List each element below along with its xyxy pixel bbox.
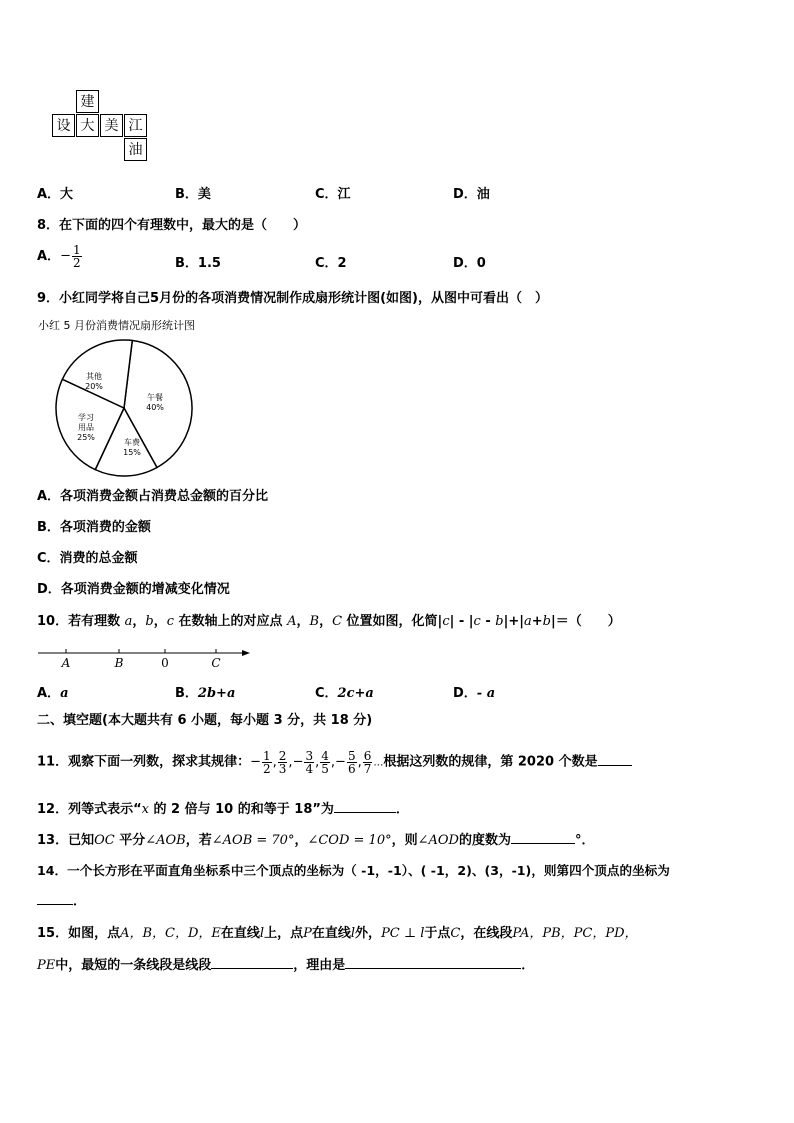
q11-fraction (262, 750, 272, 775)
pie-chart (52, 338, 202, 480)
q8-option-a-fraction (72, 244, 82, 269)
q10-option-a (37, 685, 69, 703)
q10-comma-2: ， (153, 614, 167, 629)
pie-slice-label: 午餐 (147, 393, 163, 402)
q11-sign: − (250, 754, 261, 769)
q10-expr-c2: c (473, 614, 481, 629)
q11-frac-den: 6 (347, 761, 356, 776)
q10-opt-a-expr: a (60, 686, 69, 701)
q10-expr-a: a (524, 614, 532, 629)
q13-aod: ∠AOD (417, 833, 459, 848)
q14-line-2 (37, 892, 86, 911)
q9-option-b: B．各项消费的金额 (37, 520, 151, 535)
q10-comma-1: ， (132, 614, 146, 629)
q10-pt-B: B (309, 614, 320, 629)
q8-frac-num: 1 (72, 243, 81, 257)
q15-line-2 (37, 956, 534, 975)
q13-oc: OC (94, 833, 115, 848)
q11-t1: 11．观察下面一列数，探求其规律： (37, 754, 251, 770)
net-cell-da: 大 (76, 114, 99, 137)
q15-answer-blank-1[interactable] (211, 956, 293, 969)
q15-segments: PA，PB，PC，PD， (512, 926, 638, 941)
q15-t4: 在直线 (311, 926, 351, 941)
q10-pt-C: C (332, 614, 343, 629)
q11-frac-den: 7 (363, 761, 372, 776)
q8-option-a-sign: − (60, 248, 71, 264)
q13-aob: ∠AOB (145, 833, 186, 848)
q9-option-c: C．消费的总金额 (37, 551, 138, 566)
q15-answer-blank-2[interactable] (345, 956, 521, 969)
q13-answer-blank[interactable] (511, 831, 575, 844)
q10-opt-c-prefix: C． (315, 686, 338, 701)
q14-line-1: 14．一个长方形在平面直角坐标系中三个顶点的坐标为（ -1，-1）、( -1，2)、(3，-1)，则第四个顶点的坐标为 (37, 863, 670, 878)
q11-t2: 根据这列数的规律，第 2020 个数是 (383, 754, 598, 770)
q10-opt-b-prefix: B． (175, 686, 198, 701)
q15-t6: 于点 (424, 926, 451, 941)
pie-slice-label: 车费 (124, 438, 140, 447)
q11-sign: − (292, 754, 304, 769)
q11-fraction (278, 750, 288, 775)
net-cell-you: 油 (124, 138, 147, 161)
q10-t5: - (480, 614, 496, 629)
q10-comma-3: ， (296, 614, 310, 629)
pie-slice-label: 学习 (78, 413, 94, 422)
q7-option-b: B．美 (175, 187, 211, 202)
number-line (36, 644, 256, 672)
q10-opt-a-prefix: A． (37, 686, 61, 701)
q10-option-b (175, 685, 235, 703)
axis-label-b: B (114, 656, 124, 670)
number-line-arrow (242, 650, 250, 656)
net-cell-mei: 美 (100, 114, 123, 137)
q8-option-d: D．0 (453, 256, 486, 271)
q15-t7: ，在线段 (460, 926, 513, 941)
q11-frac-num: 1 (263, 748, 271, 763)
q11-frac-num: 5 (347, 748, 356, 763)
q11-frac-den: 4 (305, 761, 314, 776)
q10-var-a: a (124, 614, 133, 629)
axis-label-c: C (211, 656, 221, 670)
q14-end: ． (73, 894, 87, 909)
q12-t1: 12．列等式表示“ (37, 802, 142, 817)
pie-chart-title: 小红 5 月份消费情况扇形统计图 (38, 319, 195, 332)
q8-option-a-prefix: A． (37, 249, 61, 264)
section-2-heading: 二、填空题(本大题共有 6 小题，每小题 3 分，共 18 分) (37, 713, 373, 728)
q11-comma: , (288, 754, 293, 770)
pie-slice-percent: 40% (146, 403, 164, 412)
q12-t2: 的 2 倍与 10 的和等于 18”为 (148, 802, 334, 817)
q8-option-a (37, 244, 83, 269)
pie-slice-percent: 20% (85, 382, 103, 391)
q8-option-b: B．1.5 (175, 256, 221, 271)
q11-frac-num: 4 (321, 748, 329, 763)
q11-frac-den: 3 (278, 761, 287, 776)
q10-var-b: b (145, 614, 154, 629)
q13-t7: °． (575, 833, 595, 848)
q9-stem: 9．小红同学将自己5月份的各项消费情况制作成扇形统计图(如图)，从图中可看出（ ） (37, 291, 548, 306)
q15-points: A，B，C，D，E (120, 926, 221, 941)
q10-t3: 位置如图，化简| (342, 614, 443, 629)
q11-stem (37, 742, 632, 784)
q7-option-d: D．油 (453, 187, 490, 202)
q12-stem (37, 800, 409, 819)
pie-slice-percent: 25% (77, 433, 95, 442)
q10-comma-4: ， (319, 614, 333, 629)
q10-option-c (315, 685, 374, 703)
q11-frac-num: 3 (305, 748, 314, 763)
q7-option-c: C．江 (315, 187, 351, 202)
q11-fraction (320, 750, 330, 775)
q8-option-c: C．2 (315, 256, 347, 271)
q13-t2: 平分 (114, 833, 146, 848)
q9-option-a: A．各项消费金额占消费总金额的百分比 (37, 489, 269, 504)
q11-answer-blank[interactable] (598, 753, 632, 766)
q9-option-d: D．各项消费金额的增减变化情况 (37, 582, 230, 597)
q12-answer-blank[interactable] (334, 800, 396, 813)
q10-t6: |+| (503, 614, 524, 629)
q10-opt-d-expr: - a (476, 686, 496, 701)
q8-stem: 8．在下面的四个有理数中，最大的是（ ） (37, 218, 307, 233)
q15-t2: 在直线 (220, 926, 260, 941)
q11-comma: , (315, 754, 320, 770)
q15-t8: 中，最短的一条线段是线段 (55, 958, 212, 973)
q10-t2: 在数轴上的对应点 (174, 614, 288, 629)
pie-slice-percent: 15% (123, 448, 141, 457)
q11-frac-num: 2 (278, 748, 287, 763)
q13-aob-value: ∠AOB = 70° (211, 833, 295, 848)
q7-option-a: A．大 (37, 187, 74, 202)
q14-answer-blank[interactable] (37, 892, 73, 905)
q13-t5: ，则 (391, 833, 418, 848)
q11-sign: − (335, 754, 346, 769)
q15-c: C (450, 926, 461, 941)
q15-pc-perp: PC ⊥ l (381, 926, 425, 941)
q10-expr-b: b (495, 614, 504, 629)
q11-ellipsis: … (373, 757, 384, 769)
q11-fraction (304, 750, 314, 775)
q12-var-x: x (141, 802, 149, 817)
q10-expr-b2: b (542, 614, 551, 629)
q15-t1: 15．如图，点 (37, 926, 121, 941)
q15-l2: l (350, 926, 356, 941)
q10-t4: | - | (449, 614, 474, 629)
axis-label-a: A (61, 656, 71, 670)
q15-line-1 (37, 925, 638, 943)
q15-l1: l (259, 926, 265, 941)
q10-stem (37, 613, 621, 631)
q12-end: ． (395, 802, 409, 817)
q13-t6: 的度数为 (458, 833, 511, 848)
q11-fraction (363, 750, 373, 775)
q13-cod-value: ∠COD = 10° (307, 833, 392, 848)
q11-frac-den: 2 (263, 761, 271, 776)
net-cell-jian: 建 (76, 90, 99, 113)
q13-t4: ， (294, 833, 308, 848)
q13-t1: 13．已知 (37, 833, 95, 848)
pie-slice-label: 其他 (86, 372, 102, 381)
q10-t7: + (531, 614, 543, 629)
q10-opt-b-expr: 2b+a (197, 686, 236, 701)
q10-opt-d-prefix: D． (453, 686, 477, 701)
q10-opt-c-expr: 2c+a (337, 686, 374, 701)
q8-frac-den: 2 (72, 256, 81, 270)
q13-t3: ，若 (185, 833, 212, 848)
q15-end: ． (521, 958, 535, 973)
q15-t3: 上，点 (264, 926, 304, 941)
q10-var-c: c (166, 614, 175, 629)
net-cell-she: 设 (52, 114, 75, 137)
q15-p: P (303, 926, 312, 941)
q15-t5: 外， (355, 926, 382, 941)
q11-frac-den: 5 (321, 761, 329, 776)
q11-sequence (250, 748, 373, 776)
axis-label-0: 0 (161, 656, 169, 670)
pie-slice-label: 用品 (78, 423, 94, 432)
q10-t8: |＝（ ） (551, 614, 621, 629)
q10-pt-A: A (287, 614, 297, 629)
q15-t9: ，理由是 (293, 958, 346, 973)
q11-comma: , (272, 754, 277, 770)
q10-option-d (453, 685, 495, 703)
q11-comma: , (330, 754, 336, 770)
q11-frac-num: 6 (363, 748, 372, 763)
q13-stem (37, 831, 595, 850)
q11-comma: , (357, 754, 362, 770)
q15-pe: PE (37, 958, 56, 973)
net-cell-jiang: 江 (124, 114, 147, 137)
q11-fraction (347, 750, 357, 775)
q10-expr-c1: c (442, 614, 450, 629)
q10-t1: 10．若有理数 (37, 614, 125, 629)
